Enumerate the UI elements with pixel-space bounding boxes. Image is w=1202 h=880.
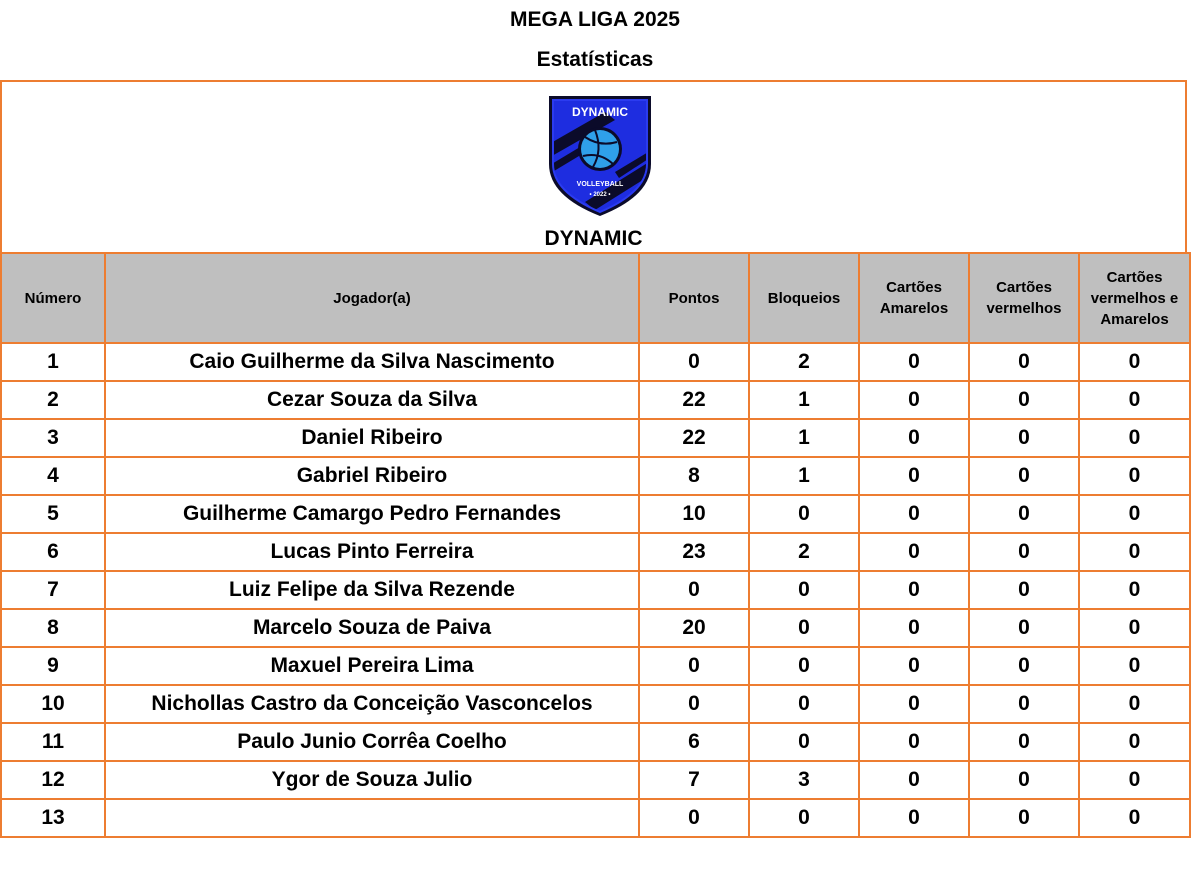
cell-bloqueios: 2 [749,343,859,381]
cell-pontos: 0 [639,685,749,723]
cell-cartoes-amarelos: 0 [859,799,969,837]
column-header-pontos: Pontos [639,253,749,343]
cell-pontos: 22 [639,381,749,419]
cell-numero: 5 [1,495,105,533]
cell-jogador: Daniel Ribeiro [105,419,639,457]
cell-cartoes-vermelhos-amarelos: 0 [1079,723,1190,761]
cell-jogador: Maxuel Pereira Lima [105,647,639,685]
cell-jogador: Guilherme Camargo Pedro Fernandes [105,495,639,533]
cell-cartoes-vermelhos-amarelos: 0 [1079,761,1190,799]
stats-table [0,252,1191,838]
cell-cartoes-vermelhos-amarelos: 0 [1079,533,1190,571]
cell-cartoes-vermelhos: 0 [969,343,1079,381]
cell-numero: 13 [1,799,105,837]
cell-cartoes-vermelhos: 0 [969,685,1079,723]
page-title: MEGA LIGA 2025 [510,8,680,31]
table-row [1,571,1190,609]
team-header-box [0,80,1187,254]
table-row [1,457,1190,495]
logo-bottom-text: VOLLEYBALL [576,181,624,188]
cell-cartoes-vermelhos: 0 [969,381,1079,419]
cell-cartoes-vermelhos: 0 [969,495,1079,533]
cell-bloqueios: 0 [749,723,859,761]
cell-cartoes-amarelos: 0 [859,571,969,609]
cell-cartoes-vermelhos-amarelos: 0 [1079,419,1190,457]
cell-numero: 10 [1,685,105,723]
cell-jogador: Caio Guilherme da Silva Nascimento [105,343,639,381]
cell-numero: 2 [1,381,105,419]
cell-cartoes-amarelos: 0 [859,647,969,685]
cell-cartoes-amarelos: 0 [859,761,969,799]
column-header-cartoes-vermelhos-amarelos: Cartões vermelhos e Amarelos [1079,253,1190,343]
cell-numero: 7 [1,571,105,609]
cell-numero: 9 [1,647,105,685]
table-row [1,343,1190,381]
column-header-jogador: Jogador(a) [105,253,639,343]
logo-top-text: DYNAMIC [572,105,628,119]
cell-numero: 3 [1,419,105,457]
cell-cartoes-vermelhos: 0 [969,799,1079,837]
cell-cartoes-vermelhos: 0 [969,609,1079,647]
cell-cartoes-vermelhos: 0 [969,533,1079,571]
cell-cartoes-vermelhos-amarelos: 0 [1079,495,1190,533]
cell-numero: 11 [1,723,105,761]
cell-pontos: 8 [639,457,749,495]
cell-jogador: Marcelo Souza de Paiva [105,609,639,647]
cell-cartoes-amarelos: 0 [859,533,969,571]
cell-pontos: 22 [639,419,749,457]
column-header-bloqueios: Bloqueios [749,253,859,343]
cell-bloqueios: 3 [749,761,859,799]
page-subtitle: Estatísticas [536,48,654,71]
table-header-row [1,253,1190,343]
cell-cartoes-vermelhos: 0 [969,571,1079,609]
team-name: DYNAMIC [544,227,643,250]
table-row [1,533,1190,571]
cell-pontos: 0 [639,571,749,609]
cell-pontos: 23 [639,533,749,571]
cell-numero: 4 [1,457,105,495]
cell-jogador: Cezar Souza da Silva [105,381,639,419]
cell-bloqueios: 0 [749,609,859,647]
cell-jogador: Nichollas Castro da Conceição Vasconcelos [105,685,639,723]
table-row [1,419,1190,457]
cell-cartoes-vermelhos: 0 [969,647,1079,685]
column-header-cartoes-vermelhos: Cartões vermelhos [969,253,1079,343]
cell-cartoes-vermelhos-amarelos: 0 [1079,685,1190,723]
cell-numero: 6 [1,533,105,571]
table-row [1,685,1190,723]
cell-bloqueios: 0 [749,799,859,837]
cell-numero: 1 [1,343,105,381]
cell-bloqueios: 1 [749,419,859,457]
cell-cartoes-amarelos: 0 [859,723,969,761]
cell-jogador: Lucas Pinto Ferreira [105,533,639,571]
cell-pontos: 10 [639,495,749,533]
cell-cartoes-vermelhos: 0 [969,419,1079,457]
team-logo [545,92,655,216]
cell-cartoes-vermelhos-amarelos: 0 [1079,343,1190,381]
cell-bloqueios: 0 [749,495,859,533]
table-row [1,381,1190,419]
cell-cartoes-vermelhos-amarelos: 0 [1079,609,1190,647]
cell-cartoes-vermelhos: 0 [969,723,1079,761]
cell-cartoes-vermelhos-amarelos: 0 [1079,799,1190,837]
cell-cartoes-amarelos: 0 [859,343,969,381]
column-header-numero: Número [1,253,105,343]
cell-pontos: 6 [639,723,749,761]
cell-cartoes-amarelos: 0 [859,495,969,533]
table-row [1,495,1190,533]
cell-numero: 12 [1,761,105,799]
cell-pontos: 0 [639,799,749,837]
cell-jogador: Paulo Junio Corrêa Coelho [105,723,639,761]
cell-bloqueios: 2 [749,533,859,571]
column-header-cartoes-amarelos: Cartões Amarelos [859,253,969,343]
cell-bloqueios: 1 [749,457,859,495]
table-row [1,647,1190,685]
table-row [1,609,1190,647]
cell-bloqueios: 0 [749,647,859,685]
cell-cartoes-amarelos: 0 [859,685,969,723]
cell-cartoes-vermelhos: 0 [969,457,1079,495]
cell-cartoes-amarelos: 0 [859,609,969,647]
cell-cartoes-amarelos: 0 [859,457,969,495]
cell-cartoes-amarelos: 0 [859,419,969,457]
cell-jogador: Luiz Felipe da Silva Rezende [105,571,639,609]
cell-cartoes-vermelhos-amarelos: 0 [1079,381,1190,419]
table-row [1,761,1190,799]
table-row [1,799,1190,837]
cell-jogador: Gabriel Ribeiro [105,457,639,495]
cell-cartoes-vermelhos-amarelos: 0 [1079,571,1190,609]
cell-cartoes-vermelhos-amarelos: 0 [1079,647,1190,685]
table-row [1,723,1190,761]
cell-cartoes-amarelos: 0 [859,381,969,419]
cell-numero: 8 [1,609,105,647]
cell-bloqueios: 1 [749,381,859,419]
cell-jogador: Ygor de Souza Julio [105,761,639,799]
cell-jogador [105,799,639,837]
cell-pontos: 0 [639,647,749,685]
cell-bloqueios: 0 [749,685,859,723]
cell-cartoes-vermelhos-amarelos: 0 [1079,457,1190,495]
cell-pontos: 20 [639,609,749,647]
cell-pontos: 0 [639,343,749,381]
cell-pontos: 7 [639,761,749,799]
cell-cartoes-vermelhos: 0 [969,761,1079,799]
logo-year-text: • 2022 • [589,192,611,198]
cell-bloqueios: 0 [749,571,859,609]
